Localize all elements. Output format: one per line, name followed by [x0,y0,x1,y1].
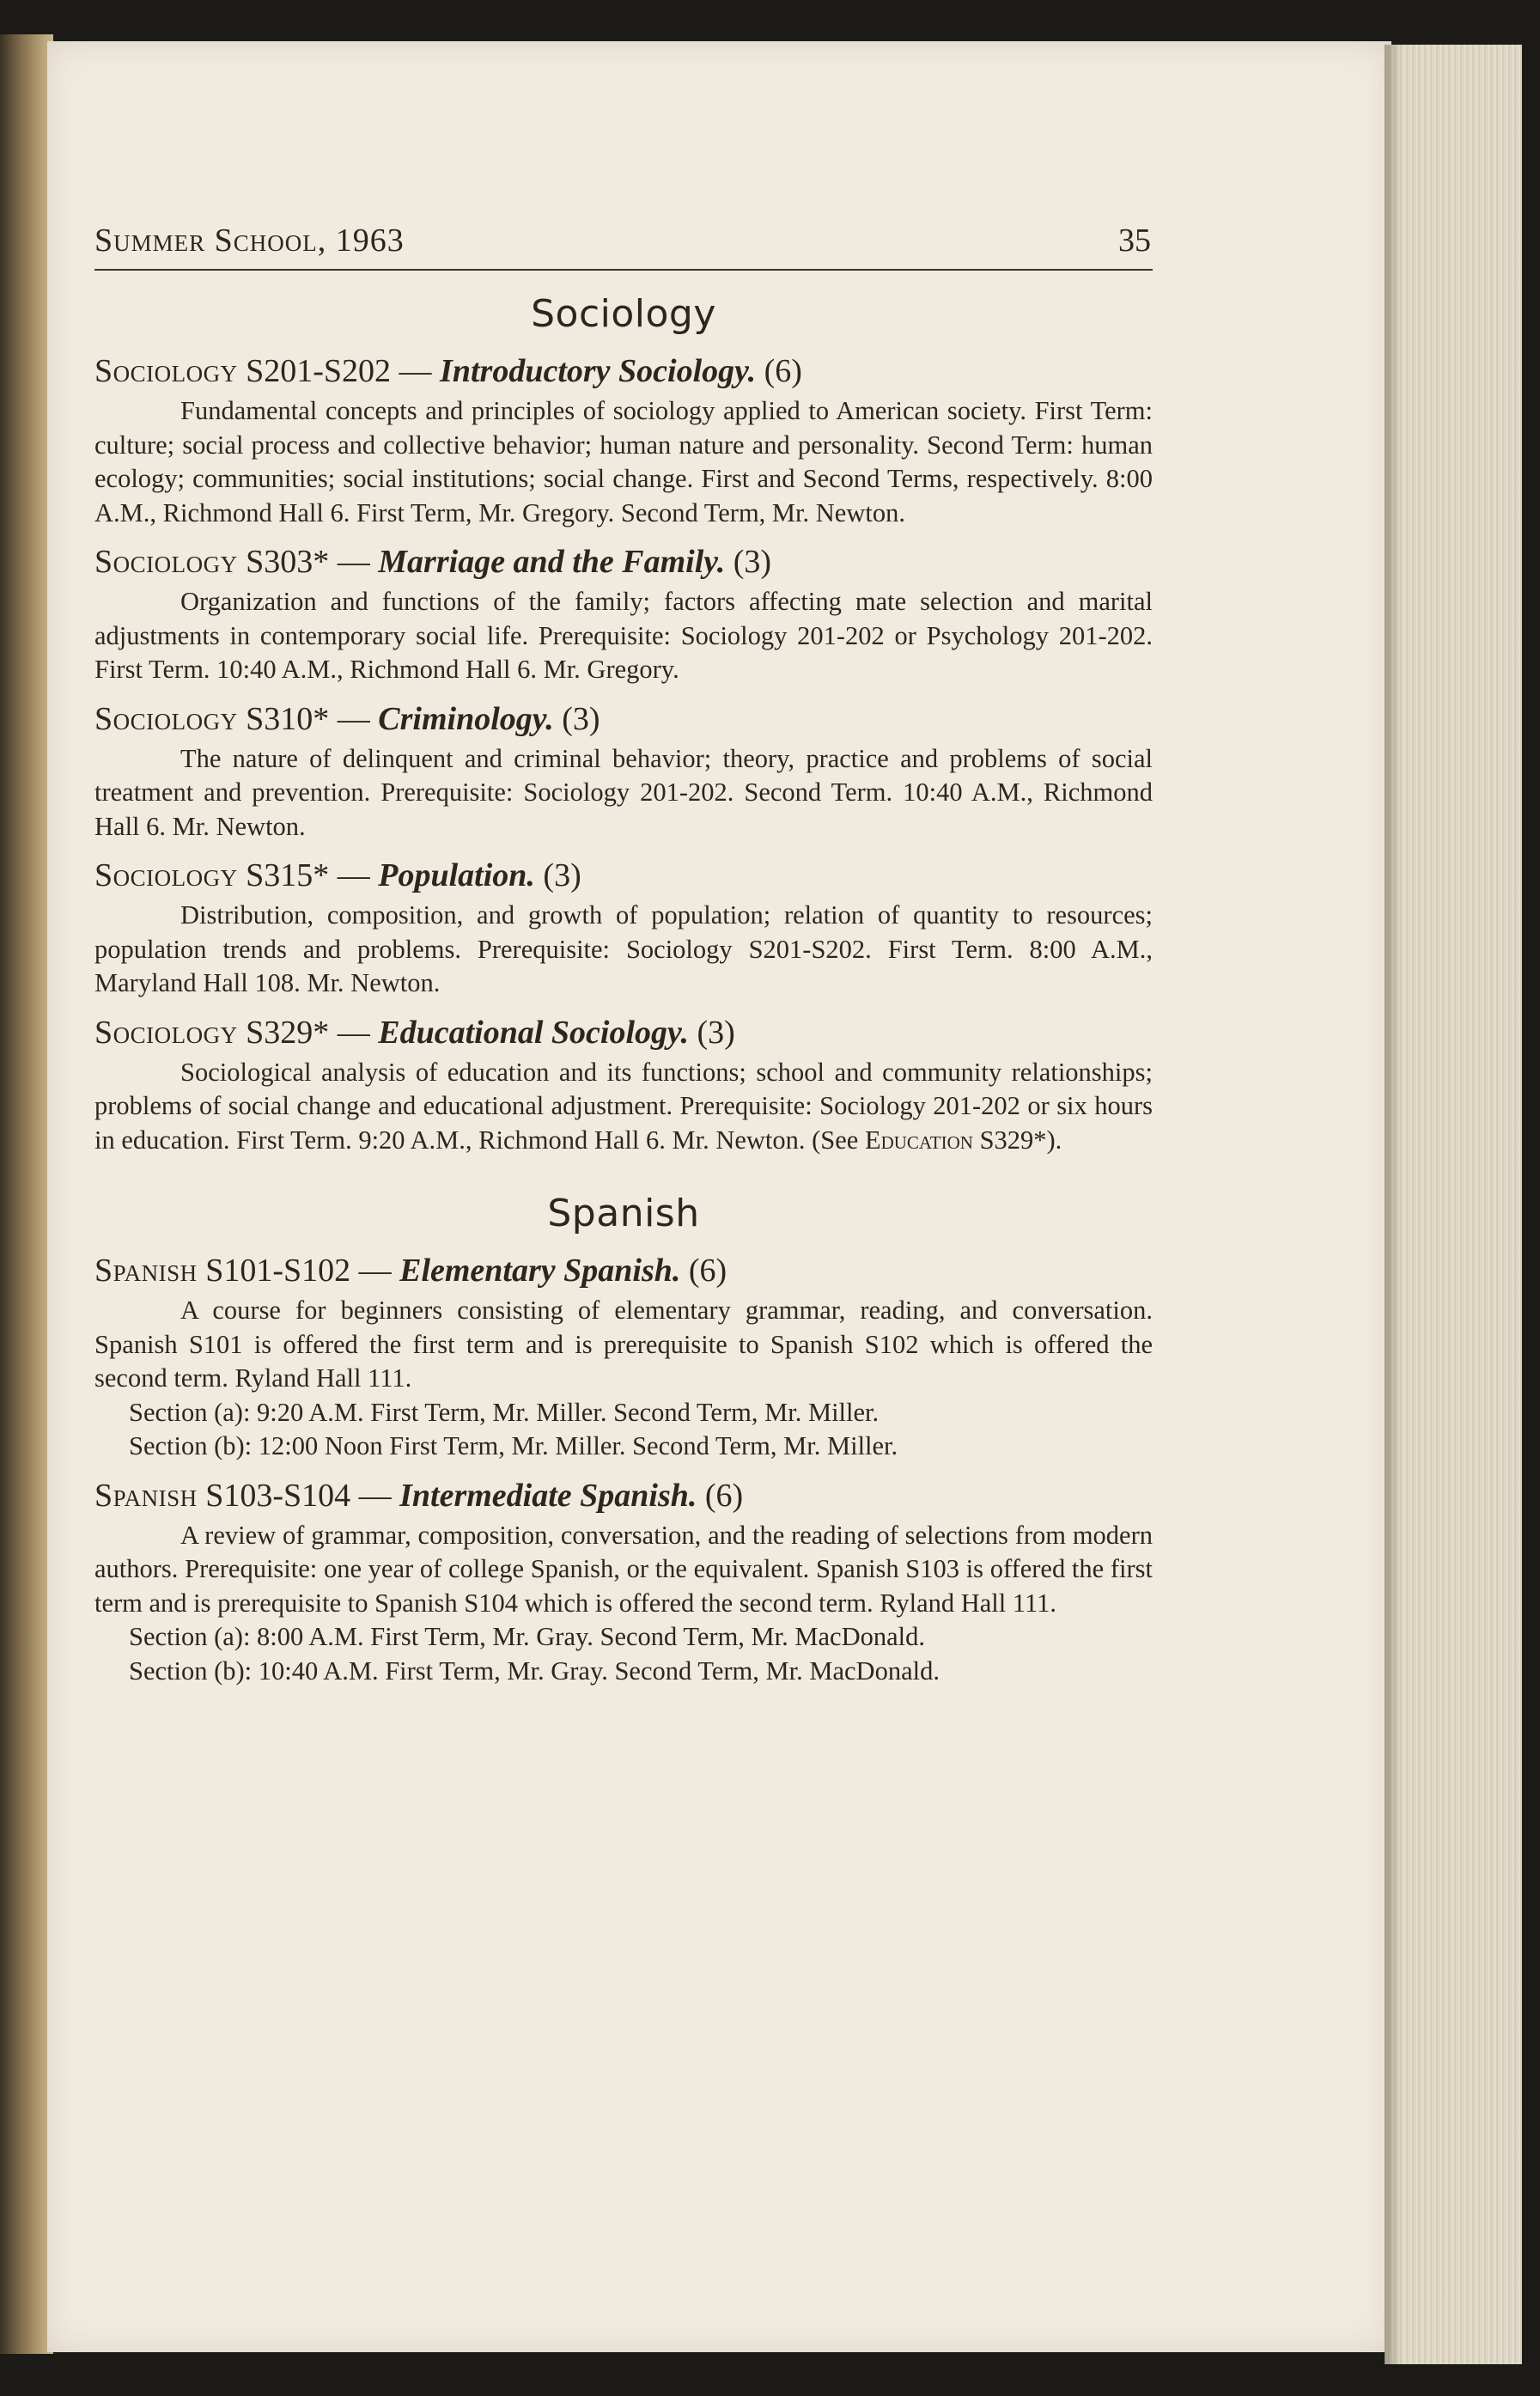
header-rule [94,269,1153,271]
course-entry [94,1476,1153,1689]
course-description [94,1056,1153,1158]
course-department: Spanish [94,1253,198,1289]
page-number: 35 [1118,223,1151,259]
course-number: S329* [246,1014,330,1051]
course-entry [94,351,1153,530]
course-title: Marriage and the Family. [378,544,726,580]
course-title: Intermediate Spanish. [399,1477,697,1514]
course-title-line: Sociology S303* — Marriage and the Family. (3) [94,544,772,580]
course-credits: (6) [688,1253,727,1289]
course-entry [94,542,1153,687]
page-stack-shadow [1385,45,1402,2364]
course-number: S103-S104 [205,1477,351,1514]
course-title-line: Sociology S310* — Criminology. (3) [94,700,600,737]
course-credits: (3) [562,700,600,737]
course-number: S101-S102 [205,1253,351,1289]
course-description: Organization and functions of the family; factors affecting mate selection and marital adjustments in contemporary social life. Prerequisite: Sociology 201-202 or Psychology 201-202. First Term. 10:40 A.M., Richmond Hall 6. Mr. Gregory. [94,587,1153,684]
course-title: Introductory Sociology. [440,353,757,389]
course-description: Distribution, composition, and growth of population; relation of quantity to resources; population trends and problems. Prerequisite: Sociology S201-S202. First Term. 8:00 A.M., Maryland Hall 108. Mr. Newton. [94,900,1153,997]
course-title: Educational Sociology. [378,1014,689,1051]
cross-reference-tail: S329*). [979,1125,1062,1155]
course-title: Elementary Spanish. [399,1253,681,1289]
course-title: Population. [378,857,535,893]
course-section-b: Section (b): 12:00 Noon First Term, Mr. Miller. Second Term, Mr. Miller. [129,1431,898,1460]
course-credits: (3) [697,1014,735,1051]
course-title-line: Sociology S201-S202 — Introductory Sociology. (6) [94,353,802,389]
course-department: Sociology [94,857,238,893]
course-description: A review of grammar, composition, conversation, and the reading of selections from modern authors. Prerequisite: one year of college Spanish, or the equivalent. Spanish S103 is offered the first term and is prerequisite to Spanish S104 which is offered the second term. Ryland Hall 111. [94,1520,1153,1618]
course-entry [94,856,1153,1001]
course-credits: (6) [764,353,802,389]
course-title: Criminology. [378,700,554,737]
course-department: Sociology [94,544,238,580]
course-entry [94,1251,1153,1464]
course-number: S201-S202 [246,353,392,389]
course-department: Sociology [94,700,238,737]
course-section-b: Section (b): 10:40 A.M. First Term, Mr. Gray. Second Term, Mr. MacDonald. [129,1655,940,1686]
page-content [94,283,1153,1700]
course-credits: (3) [543,857,581,893]
course-description: A course for beginners consisting of elementary grammar, reading, and conversation. Spanish S101 is offered the first term and is prerequisite to Spanish S102 which is offered the second term. Ryland Hall 111. [94,1296,1153,1393]
course-number: S315* [246,857,330,893]
course-section-a: Section (a): 9:20 A.M. First Term, Mr. Miller. Second Term, Mr. Miller. [129,1397,880,1427]
course-description: Fundamental concepts and principles of sociology applied to American society. First Term: culture; social process and collective behavior; human nature and personality. Second Term: human ecology; communities; social institutions; social change. First and Second Terms, respectively. 8:00 A.M., Richmond Hall 6. First Term, Mr. Gregory. Second Term, Mr. Newton. [94,396,1153,527]
page-stack-edge [1385,45,1522,2364]
course-section-a: Section (a): 8:00 A.M. First Term, Mr. Gray. Second Term, Mr. MacDonald. [129,1622,925,1651]
course-title-line: Spanish S103-S104 — Intermediate Spanish. (6) [94,1477,744,1514]
course-description: The nature of delinquent and criminal behavior; theory, practice and problems of social treatment and prevention. Prerequisite: Sociology 201-202. Second Term. 10:40 A.M., Richmond Hall 6. Mr. Newton. [94,743,1153,841]
course-title-line: Spanish S101-S102 — Elementary Spanish. (6) [94,1253,727,1289]
course-credits: (3) [733,544,772,580]
course-entry [94,699,1153,844]
course-entry [94,1013,1153,1158]
course-number: S303* [246,544,330,580]
course-title-line: Sociology S315* — Population. (3) [94,857,581,893]
course-department: Sociology [94,1014,238,1051]
book-gutter-edge [0,34,53,2354]
course-department: Sociology [94,353,238,389]
section-heading-sociology: Sociology [531,292,716,336]
section-spacer [94,1169,1153,1183]
course-number: S310* [246,700,330,737]
course-department: Spanish [94,1477,198,1514]
running-title: Summer School, 1963 [94,223,405,259]
course-description-text: Sociological analysis of education and its functions; school and community relationships; problems of social change and educational adjustment. Prerequisite: Sociology 201-202 or six hours in education. First Term. 9:20 A.M., Richmond Hall 6. Mr. Newton. (See [94,1057,1153,1155]
course-credits: (6) [704,1477,744,1514]
section-heading-spanish: Spanish [547,1192,700,1235]
course-title-line: Sociology S329* — Educational Sociology. (3) [94,1014,735,1051]
cross-reference: Education [864,1125,973,1155]
running-header [94,222,1151,273]
